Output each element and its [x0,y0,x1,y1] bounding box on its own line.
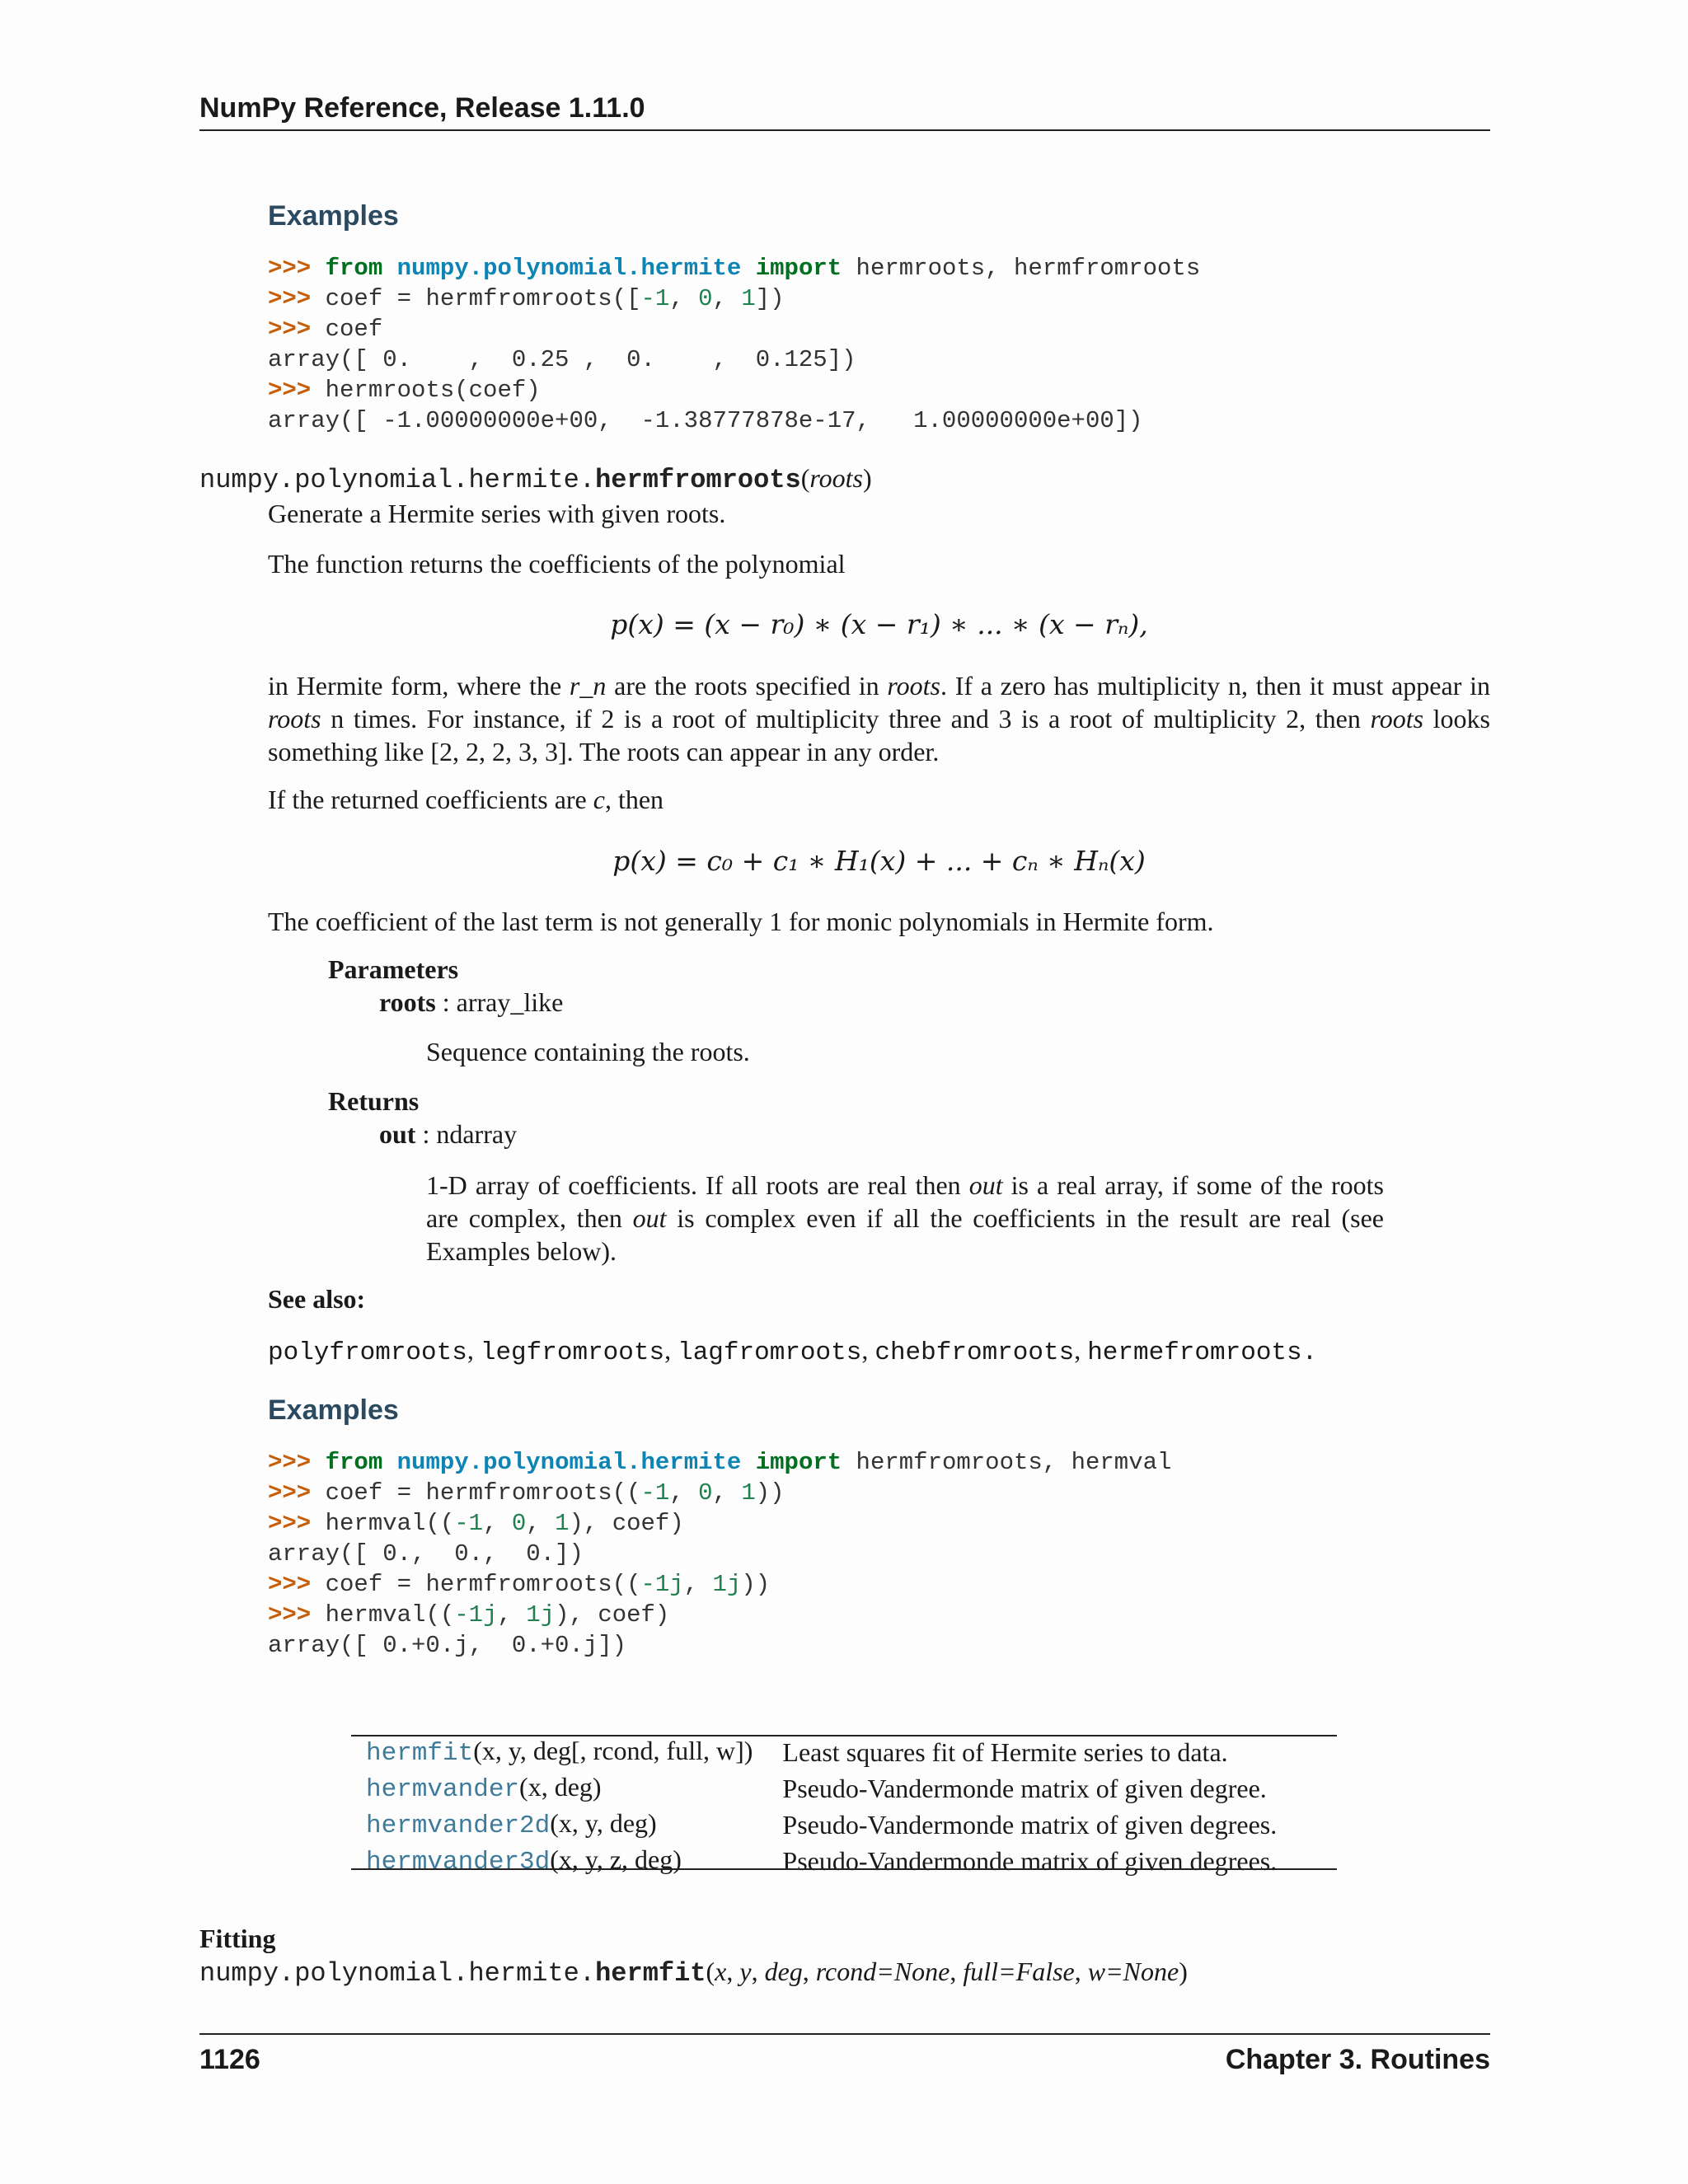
code-token: >>> [268,255,326,282]
see-also-link-polyfromroots[interactable]: polyfromroots [268,1338,467,1367]
returns-heading: Returns [328,1086,420,1116]
see-also-heading: See also: [268,1284,366,1314]
sep: , [664,1335,678,1365]
table-row [351,1770,1292,1807]
code-line [268,314,1200,344]
text: n times. For instance, if 2 is a root of multiplicity three and 3 is a root of multiplicity 2, then [321,704,1371,733]
func-args: (x, y, deg[, rcond, full, w]) [473,1736,753,1765]
param-roots-desc: Sequence containing the roots. [426,1037,750,1066]
code-token: array([ 0. , 0.25 , 0. , 0.125]) [268,346,856,373]
code-token: numpy.polynomial.hermite [396,1449,742,1476]
roots-ref: roots [887,671,940,701]
code-token: -1j [640,1571,684,1598]
code-token: 1j [526,1601,556,1629]
signature-arg: deg [764,1957,803,1986]
code-token: >>> [268,1479,326,1507]
arg-separator: , [950,1957,964,1986]
signature-function-name: hermfromroots [595,465,801,495]
code-token: , [712,285,742,312]
table-row [351,1843,1292,1879]
examples-heading-2: Examples [268,1394,399,1426]
see-also-list [268,1335,1317,1367]
code-token: hermroots, hermfromroots [842,255,1201,282]
text: , then [604,785,664,814]
code-token: 1 [741,1479,756,1507]
param-type: : array_like [435,987,564,1017]
code-block-1 [268,253,1200,436]
see-also-link-legfromroots[interactable]: legfromroots [480,1338,665,1367]
table-cell-desc: Least squares fit of Hermite series to data. [782,1737,1228,1767]
code-token: import [755,255,842,282]
text: looks something like [2, 2, 2, 3, 3]. The roots can appear in any order. [268,704,1491,766]
see-also-link-lagfromroots[interactable]: lagfromroots [678,1338,862,1367]
header-rule [199,129,1490,131]
code-token: -1j [454,1601,498,1629]
code-token: , [526,1510,556,1537]
roots-ref: roots [268,704,321,733]
code-token: , [483,1510,512,1537]
code-token: numpy.polynomial.hermite [396,255,742,282]
code-token: coef = hermfromroots(( [325,1571,641,1598]
out-ref: out [968,1170,1003,1200]
parameters-heading: Parameters [328,954,459,984]
table-cell-signature [351,1843,767,1879]
code-line [268,1447,1171,1478]
text: in Hermite form, where the [268,671,570,701]
equation-hermite-series: p(x) = c₀ + c₁ ∗ H₁(x) + ... + cₙ ∗ Hₙ(x) [612,845,1146,877]
code-token: array([ -1.00000000e+00, -1.38777878e-17, 1.00000000e+00]) [268,407,1143,434]
code-line [268,1539,1171,1569]
sep: , [861,1335,875,1365]
text: are the roots specified in [606,671,888,701]
doc-summary: Generate a Hermite series with given roots. [268,499,726,528]
arg-separator: , [802,1957,816,1986]
rn-var: r_n [569,671,607,701]
code-token: >>> [268,1571,326,1598]
see-also-link-chebfromroots[interactable]: chebfromroots [874,1338,1075,1367]
func-args: (x, y, deg) [550,1808,657,1838]
code-token: ), coef) [569,1510,684,1537]
code-token: ), coef) [555,1601,670,1629]
code-token: 1j [712,1571,742,1598]
code-token: >>> [268,377,326,404]
code-token: hermval(( [325,1601,455,1629]
code-token: , [669,285,699,312]
signature-open-paren: ( [800,463,810,493]
code-token: from [325,255,383,282]
hermite-functions-table [351,1734,1292,1879]
code-token [382,255,396,282]
code-token: coef = hermfromroots([ [325,285,641,312]
signature-arg: w=None [1087,1957,1179,1986]
signature-module: numpy.polynomial.hermite. [199,1958,596,1989]
sep: , [467,1335,481,1365]
code-line [268,1630,1171,1661]
code-token: >>> [268,1510,326,1537]
code-token: import [755,1449,842,1476]
code-token: -1 [454,1510,484,1537]
code-token: >>> [268,1449,326,1476]
page-number: 1126 [199,2044,260,2075]
code-token: coef = hermfromroots(( [325,1479,641,1507]
code-token: array([ 0., 0., 0.]) [268,1540,584,1568]
return-name: out [379,1119,416,1149]
text: is complex even if all the coefficients in the result are real (see Examples below). [426,1203,1385,1266]
code-token: 0 [511,1510,527,1537]
code-token: )) [741,1571,771,1598]
table-cell-desc: Pseudo-Vandermonde matrix of given degrees. [782,1846,1278,1876]
examples-heading-1: Examples [268,200,399,232]
signature-arg: full=False [963,1957,1075,1986]
code-token: coef [325,316,383,343]
see-also-link-hermefromroots[interactable]: hermefromroots [1087,1338,1302,1367]
doc-intro: The function returns the coefficients of the polynomial [268,549,846,579]
code-line [268,284,1200,314]
code-line [268,1600,1171,1630]
signature-arg: y [739,1957,752,1986]
signature-args [715,1957,1179,1986]
doc-para-monic: The coefficient of the last term is not generally 1 for monic polynomials in Hermite form. [268,907,1214,936]
table-cell-desc: Pseudo-Vandermonde matrix of given degrees. [782,1810,1278,1840]
param-roots [379,987,563,1018]
code-line [268,1569,1171,1600]
param-name: roots [379,987,436,1017]
code-token: , [669,1479,699,1507]
table-cell-signature [351,1770,767,1807]
footer-rule [199,2033,1490,2035]
code-line [268,253,1200,284]
return-out [379,1119,517,1150]
code-token: 1 [555,1510,570,1537]
fitting-heading: Fitting [199,1924,276,1953]
code-line [268,1478,1171,1508]
signature-module: numpy.polynomial.hermite. [199,465,596,495]
table-cell-desc: Pseudo-Vandermonde matrix of given degree. [782,1774,1267,1803]
signature-arg: x [715,1957,727,1986]
func-link-hermfit[interactable]: hermfit [366,1739,474,1768]
code-token: hermfromroots, hermval [842,1449,1172,1476]
code-token: , [712,1479,742,1507]
code-token: 1 [741,285,756,312]
signature-close-paren: ) [1179,1957,1188,1986]
arg-separator: , [1074,1957,1088,1986]
function-signature-hermfit [199,1957,1188,1989]
return-out-desc [426,1169,1384,1268]
code-token: , [683,1571,713,1598]
text: If the returned coefficients are [268,785,593,814]
code-token: ]) [755,285,785,312]
signature-open-paren: ( [706,1957,715,1986]
func-link-hermvander2d[interactable]: hermvander2d [366,1811,551,1840]
period: . [1301,1338,1318,1367]
chapter-title: Chapter 3. Routines [1225,2044,1490,2075]
code-line [268,1508,1171,1539]
table-cell-signature [351,1734,767,1770]
doc-para-roots [268,669,1490,768]
func-args: (x, y, z, deg) [550,1844,682,1874]
c-var: c [593,785,605,814]
signature-args: roots [809,463,863,493]
arg-separator: , [751,1957,765,1986]
code-token: >>> [268,316,326,343]
code-token: 0 [698,285,713,312]
code-token: 0 [698,1479,713,1507]
code-token: >>> [268,285,326,312]
text: . If a zero has multiplicity n, then it must appear in [940,671,1491,701]
code-token: -1 [640,1479,670,1507]
code-token: from [325,1449,383,1476]
code-line [268,375,1200,405]
signature-close-paren: ) [862,463,872,493]
code-token: , [497,1601,527,1629]
table-row [351,1734,1292,1770]
signature-arg: rcond=None [815,1957,950,1986]
signature-function-name: hermfit [595,1958,706,1989]
code-token: array([ 0.+0.j, 0.+0.j]) [268,1632,627,1659]
return-type: : ndarray [415,1119,518,1149]
code-token: hermval(( [325,1510,455,1537]
doc-para-coeffs [268,783,1490,816]
table-cell-signature [351,1807,767,1843]
code-token: hermroots(coef) [325,377,541,404]
table-row [351,1807,1292,1843]
text: 1-D array of coefficients. If all roots are real then [426,1170,969,1200]
function-signature-hermfromroots [199,463,872,495]
text: is a real array, if some of the roots are complex, then [426,1170,1385,1233]
code-token [382,1449,396,1476]
running-header: NumPy Reference, Release 1.11.0 [199,92,645,124]
code-line [268,344,1200,375]
code-token: -1 [640,285,670,312]
arg-separator: , [726,1957,740,1986]
out-ref: out [632,1203,667,1233]
roots-ref: roots [1370,704,1424,733]
code-block-2 [268,1447,1171,1661]
table-bottom-rule [351,1868,1337,1870]
code-token [741,1449,755,1476]
func-link-hermvander[interactable]: hermvander [366,1775,520,1804]
code-token: >>> [268,1601,326,1629]
func-link-hermvander3d[interactable]: hermvander3d [366,1848,551,1877]
sep: , [1074,1335,1088,1365]
code-token [741,255,755,282]
func-args: (x, deg) [519,1772,602,1802]
code-token: )) [755,1479,785,1507]
code-line [268,405,1200,436]
equation-product-form: p(x) = (x − r₀) ∗ (x − r₁) ∗ ... ∗ (x − rₙ), [610,608,1148,640]
